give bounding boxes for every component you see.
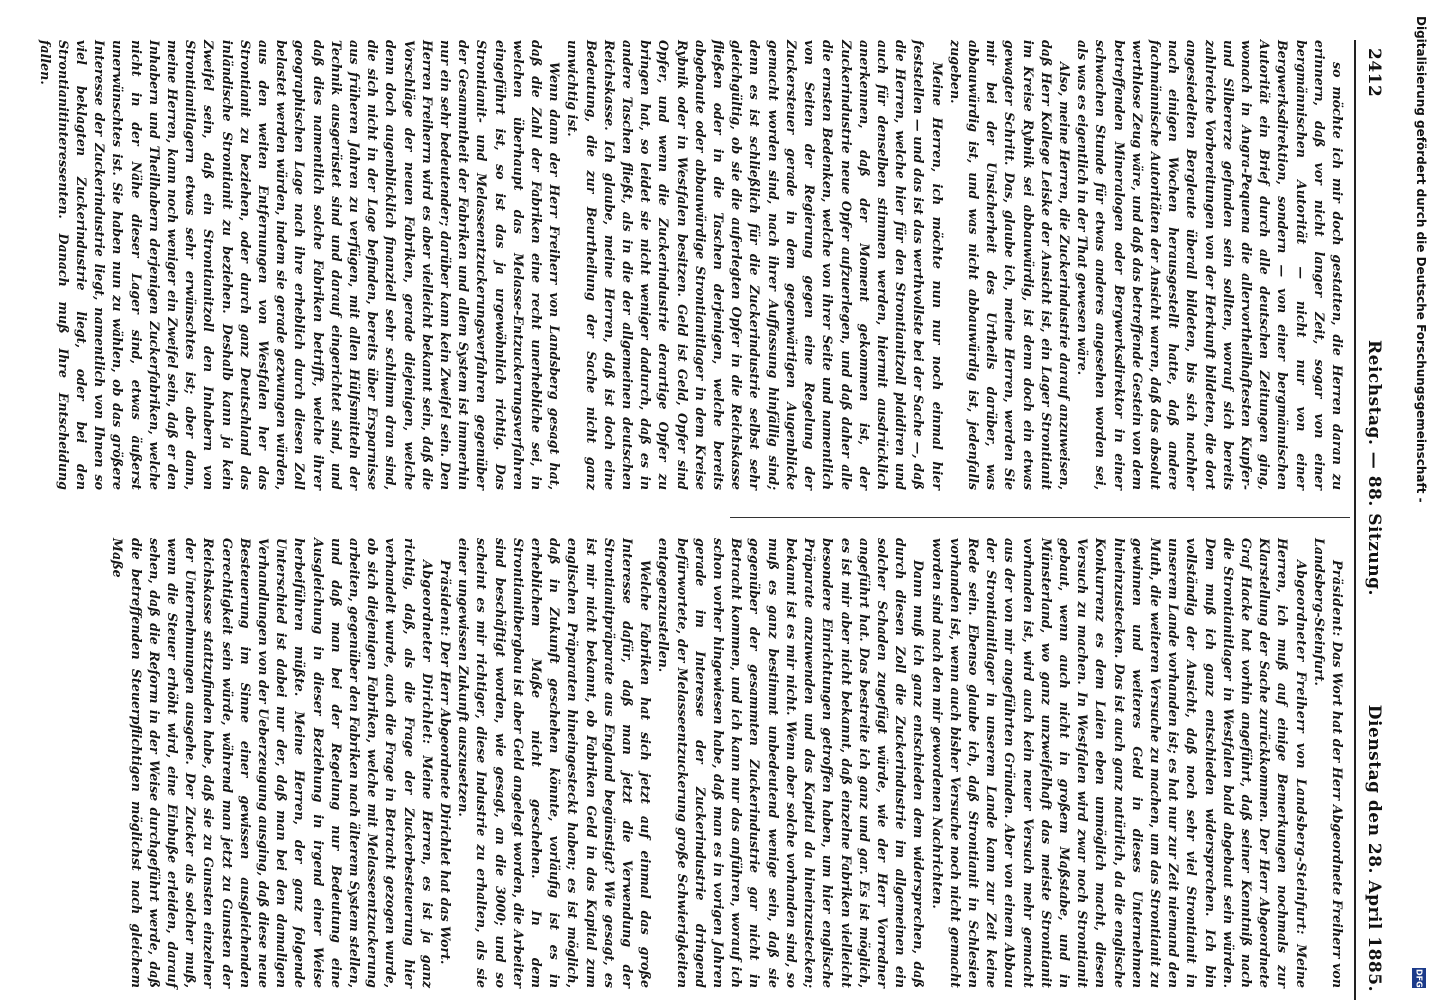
speech-text: Das Wort hat der Herr Abgeordnete Freiherr von Landsberg-Steinfurt. [1311, 538, 1345, 988]
speaker-president: Präsident: [438, 560, 454, 637]
right-paragraph-4: Welche Fabriken hat sich jetzt auf einmal das große Interesse dafür, daß man jetzt die Verwendung der Strontianitpräparate aus England begünstigt? Wie gesagt, es ist mir nicht bekannt, ob Fabriken Geld in das Kapital zum englischen Präparaten hineingesteckt haben; es ist möglich, daß in Zukunft geschehen könnte, vorläufig ist es in erheblichem Maße nicht geschehen. In dem Strontianitbergbau ist aber Geld angelegt worden, die Arbeiter sind beschäftigt worden, wie gesagt, an die 3000; und so scheint es mir richtiger, diese Industrie zu erhalten, als sie einer ungewissen Zukunft auszusetzen. [456, 538, 654, 988]
right-paragraph-1 [1310, 538, 1346, 988]
digitization-credit: Digitalisierung gefördert durch die Deutsche Forschungsgemeinschaft - [1414, 16, 1428, 503]
speaker-dirichlet: Abgeordneter Dirichlet: [419, 560, 435, 745]
header-date: Dienstag den 28. April 1885. [1364, 704, 1384, 992]
speech-text: Meine Herren, ich muß auf einige Bemerkungen nochmals zur Klarstellung der Sache zurückkommen. Der Herr Abgeordnete Graf Hacke hat vorhin angeführt, daß seiner Kenntniß nach die Strontianitlager in Westfalen bald abgebaut sein würden. Dem muß ich ganz entschieden widersprechen. Ich bin vollständig der Ansicht, daß noch sehr viel Strontianit in unserem Lande vorhanden ist; es hat nur zur Zeit niemand den Muth, die weiteren Versuche zu machen, um das Strontianit zu gewinnen und weiteres Geld in dieses Unternehmen hineinzustecken. Das ist auch ganz natürlich, da die englische Konkurrenz es dem Laien eben unmöglich macht, diesen Versuch zu machen. In Westfalen wird zwar noch Strontianit gebaut, wenn auch nicht in großem Maßstabe, und in Münsterland, wo ganz unzweifelhaft das meiste Strontianit vorhanden ist, wird auch kein neuer Versuch mehr gemacht aus der von mir angeführten Gründen. Aber von einem Abbau der Strontianitlager in unserem Lande kann zur Zeit keine Rede sein. Ebenso glaube ich, daß Strontianit in Schlesien vorhanden ist, wenn auch bisher Versuche noch nicht gemacht worden sind nach den mir gewordenen Nachrichten. [929, 538, 1309, 989]
rotated-page-content [37, 40, 1390, 1000]
left-paragraph-4: Wenn dann der Herr Freiherr von Landsberg gesagt hat, daß die Zahl der Fabriken eine recht unerhebliche sei, in welchen überhaupt das Melasse-Entzuckerungsverfahren eingeführt ist, so ist das ja urgewöhnlich richtig. Das Strontianit- und Melasseentzuckerungsverfahren gegenüber der Gesammtheit der Fabriken und allem System ist immerhin nur ein sehr bedeutender; darüber kann kein Zweifel sein. Den Herren Freiherrn wird es aber vielleicht bekannt sein, daß die Vorschläge der neuen Fabriken, gerade diejenigen, welche denn doch augenblicklich finanziell sehr schlimm dran sind, die sich nicht in der Lage befinden, bereits über Ersparnisse aus früheren Jahren zu verfügen, mit allen Hülfsmitteln der Technik ausgerüstet sind und darauf eingerichtet sind, und daß dies namentlich solche Fabriken betrifft, welche ihrer geographischen Lage nach ihre erheblich durch diesen Zoll belastet werden würden, indem sie gerade gezwungen würden, aus den weiten Entfernungen von Westfalen her das Strontianit zu beziehen, oder durch ganz Deutschland das inländische Strontianit zu beziehen. Deshalb kann ja kein Zweifel sein, daß ein Strontianitzoll den Inhabern von Strontianitlagern etwas sehr erwünschtes ist; aber dann, meine Herren, kann noch weniger ein Zweifel sein, daß er den Inhabern und Theilhabern derjenigen Zuckerfabriken, welche nicht in der Nähe dieser Lager sind, etwas äußerst unerwünschtes ist. Sie haben nun zu wählen, ob das größere Interesse der Zuckerindustrie liegt, namentlich von Ihnen so viel beklagten Zuckerindustrie liegt, oder bei den Strontianitinteressenten. Danach muß Ihre Entscheidung fallen. [37, 40, 563, 490]
left-paragraph-3: Meine Herren, ich möchte nun nur noch einmal hier feststellen — und das ist das werthvollste bei der Sache —, daß die Herren, welche hier für den Strontianitzoll plaidiren und auch für denselben stimmen werden, hiermit ausdrücklich anerkennen, daß der Moment gekommen ist, der Zuckerindustrie neue Opfer aufzuerlegen, und daß daher alle die ernsten Bedenken, welche von ihrer Seite und namentlich von Seiten der Regierung gegen eine Regelung der Zuckersteuer gerade in dem gegenwärtigen Augenblicke gemacht worden sind, nach ihrer Auffassung hinfällig sind; denn es ist schließlich für die Zuckerindustrie selbst sehr gleichgültig, ob sie die auferlegten Opfer in die Reichskasse fließen oder in die Taschen derjenigen, welche bereits abgebaute oder abbauwürdige Strontianitlager in dem Kreise Rybnik oder in Westfalen besitzen. Geld ist Geld, Opfer sind Opfer, und wenn die Zuckerindustrie derartige Opfer zu bringen hat, so leidet sie nicht weniger dadurch, daß es in andere Taschen fließt, als in die der allgemeinen deutschen Reichskasse. Ich glaube, meine Herren, daß ist doch eine Bedeutung, die zur Beurtheilung der Sache nicht ganz unwichtig ist. [565, 40, 945, 490]
header-session: Reichstag. — 88. Sitzung. [1364, 340, 1384, 596]
speaker-president: Präsident: [1330, 560, 1345, 637]
left-paragraph-1: so möchte ich mir doch gestatten, die Herren daran zu erinnern, daß vor nicht langer Zeit, sogar von einer bergmännischen Autorität — nicht nur von einer Bergwerksdirektion, sondern — von einer bergmännischen Autorität ein Brief durch alle deutschen Zeitungen ging, wonach in Angra-Pequena die allervortheilhaftesten Kupfer- und Silbererze gefunden sein sollten, worauf sich bereits zahlreiche Vorbereitungen von der Herkunft bildeten, die dort angesiedelten Bergleute überall bildeten, bis sich nachher nach einigen Wochen herausgestellt hatte, daß andere fachmännische Autoritäten der Ansicht waren, daß das absolut werthlose Zeug wäre, und daß das betreffende Gestein von dem betreffenden Mineralogen oder Bergwerksdirektor in einer schwachen Stunde für etwas anderes angesehen worden sei, als was es eigentlich in der That gewesen wäre. [1075, 40, 1345, 490]
speech-text: Der Herr Abgeordnete Dirichlet hat das Wort. [438, 640, 454, 965]
speech-text: Meine Herren, es ist ja ganz richtig, daß, als die Frage der Zuckerbesteuerung hier verhandelt wurde, auch die Frage in Betracht gezogen wurde, ob sich diejenigen Fabriken, welche mit Melasseentzuckerung arbeiten, gegenüber den Fabriken nach älterem System stellen, und daß man bei der Regelung nur Bedeutung eine Ausgleichung in dieser Beziehung in irgend einer Weise herbeiführen müßte. Meine Herren, der ganz folgende Unterschied ist dabei nur der, daß man bei den damaligen Verhandlungen von der Ueberzeugung ausging, daß diese neue Besteuerung im Sinne einer gewissen ausgleichenden Gerechtigkeit sein würde, während man jetzt zu Gunsten der Reichskasse stattzufinden habe, daß sie zu Gunsten einzelner der Unternehmungen ausgehe. Der Zucker als solcher muß, wenn die Steuer erhöht wird, eine Einbuße erleiden, darauf sehen, daß die Reform in der Weise durchgeführt werde, daß die betreffenden Steuerpflichtigen möglichst nach gleichem Maße [110, 538, 435, 988]
left-paragraph-2: Also, meine Herren, die Zuckerindustrie darauf anzuweisen, daß Herr Kollege Leiske der Ansicht ist, ein Lager Strontianit im Kreise Rybnik sei abbauwürdig, ist denn doch ein etwas gewagter Schritt. Das, glaube ich, meine Herren, werden Sie mir bei der Unsicherheit des Urtheils darüber, was abbauwürdig ist, und was nicht abbauwürdig ist, jedenfalls zugeben. [947, 40, 1072, 490]
right-paragraph-6 [108, 538, 436, 988]
left-column [35, 40, 1346, 490]
page-number: 2412 [1364, 48, 1384, 98]
page-header [1354, 40, 1390, 1000]
column-divider [730, 517, 1350, 518]
right-paragraph-5 [436, 538, 454, 988]
header-rule [1354, 40, 1356, 1000]
right-column [108, 538, 1346, 988]
speaker-landsberg: Abgeordneter Freiherr von Landsberg-Steinfurt: [1293, 560, 1309, 935]
right-paragraph-3: Dann muß ich ganz entschieden dem widersprechen, daß durch diesen Zoll die Zuckerindustrie im allgemeinen ein solcher Schaden zugefügt würde, wie der Herr Vorredner angeführt hat. Das bestreite ich ganz und gar. Es ist möglich, es ist mir aber nicht bekannt, daß einzelne Fabriken vielleicht besondere Einrichtungen getroffen haben, um hier englische Präparate anzuwenden und das Kapital da hineinzustecken; bekannt ist es mir nicht. Wenn aber solche vorhanden sind, so muß es ganz bestimmt unbedeutend wenige sein, daß sie gegenüber der gesammten Zuckerindustrie gar nicht in Betracht kommen, und ich kann nur das anführen, worauf ich schon vorher hingewiesen habe, daß man es in vorigen Jahren gerade im Interesse der Zuckerindustrie dringend befürwortete, der Melasseentzuckerung große Schwierigkeiten entgegenzustellen. [656, 538, 927, 988]
right-paragraph-2 [927, 538, 1309, 988]
dfg-logo-icon: DFG [1412, 968, 1426, 988]
